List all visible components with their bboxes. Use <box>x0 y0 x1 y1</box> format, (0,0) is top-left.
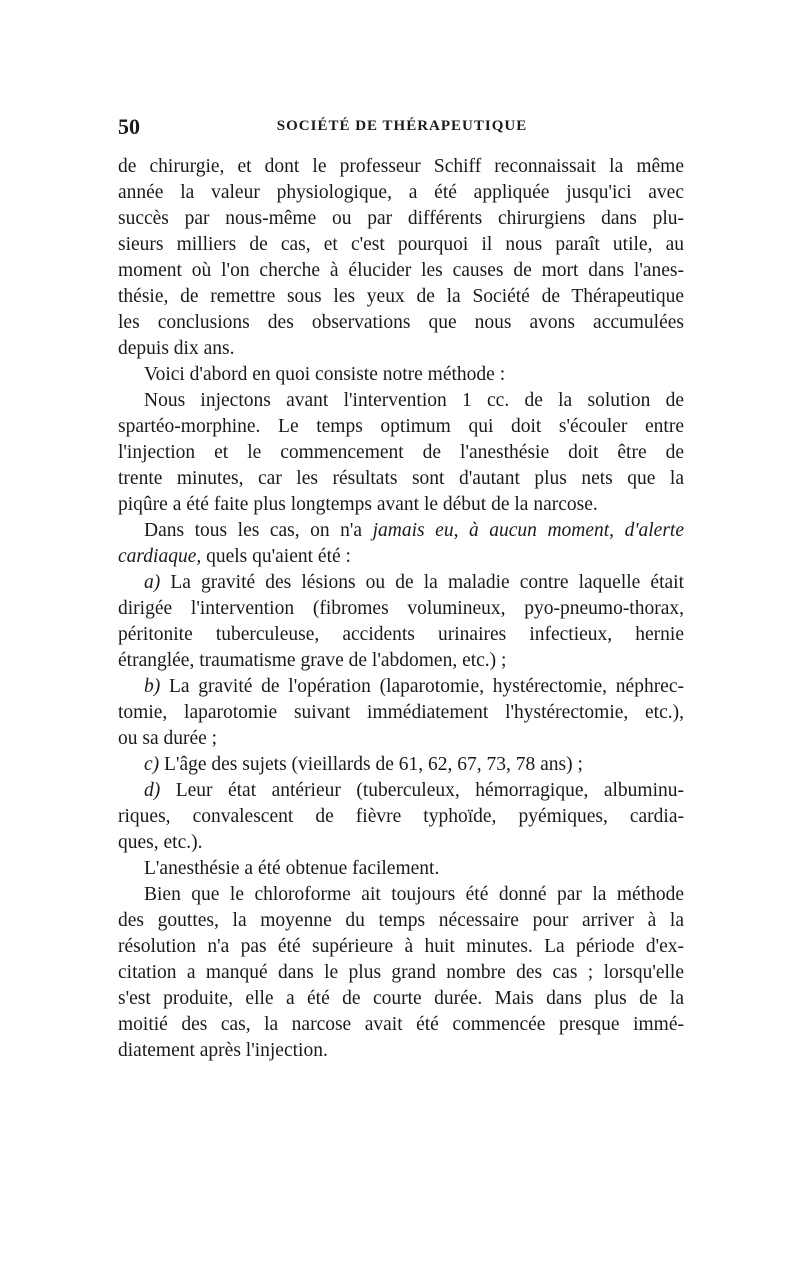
line-italic-text: jamais eu, à aucun moment, d'alerte <box>372 520 684 541</box>
text-line <box>118 1038 684 1064</box>
line-text: piqûre a été faite plus longtemps avant le début de la narcose. <box>118 494 598 515</box>
text-line <box>118 466 684 492</box>
line-text: Nous injectons avant l'intervention 1 cc. de la solution de <box>144 390 684 411</box>
text-line <box>118 310 684 336</box>
line-text: diatement après l'injection. <box>118 1040 328 1061</box>
line-text: tomie, laparotomie suivant immédiatement l'hystérectomie, etc.), <box>118 702 684 723</box>
line-text: de chirurgie, et dont le professeur Schiff reconnaissait la même <box>118 156 684 177</box>
text-line <box>118 362 684 388</box>
line-text: thésie, de remettre sous les yeux de la Société de Thérapeutique <box>118 286 684 307</box>
line-text: péritonite tuberculeuse, accidents urinaires infectieux, hernie <box>118 624 684 645</box>
line-text: sieurs milliers de cas, et c'est pourquoi il nous paraît utile, au <box>118 234 684 255</box>
text-line <box>118 1012 684 1038</box>
text-line <box>118 336 684 362</box>
text-line <box>118 934 684 960</box>
line-text: Bien que le chloroforme ait toujours été donné par la méthode <box>144 884 684 905</box>
line-text: les conclusions des observations que nous avons accumulées <box>118 312 684 333</box>
line-italic-text: c) <box>144 754 160 775</box>
text-line <box>118 388 684 414</box>
line-text: des gouttes, la moyenne du temps nécessaire pour arriver à la <box>118 910 684 931</box>
line-text-after: L'âge des sujets (vieillards de 61, 62, 67, 73, 78 ans) ; <box>159 754 583 775</box>
line-text: spartéo-morphine. Le temps optimum qui doit s'écouler entre <box>118 416 684 437</box>
text-line <box>118 778 684 804</box>
line-text: s'est produite, elle a été de courte durée. Mais dans plus de la <box>118 988 684 1009</box>
text-line <box>118 960 684 986</box>
text-line <box>118 440 684 466</box>
text-line <box>118 856 684 882</box>
text-line <box>118 206 684 232</box>
line-text-after: quels qu'aient été : <box>201 546 351 567</box>
text-line <box>118 232 684 258</box>
line-italic-text: cardiaque, <box>118 546 202 567</box>
text-line <box>118 752 684 778</box>
line-text-after: Leur état antérieur (tuberculeux, hémorragique, albuminu- <box>160 780 684 801</box>
line-text: trente minutes, car les résultats sont d'autant plus nets que la <box>118 468 684 489</box>
text-line <box>118 570 684 596</box>
line-text-after: La gravité des lésions ou de la maladie contre laquelle était <box>160 572 684 593</box>
line-text: depuis dix ans. <box>118 338 235 359</box>
page-header <box>118 114 686 142</box>
line-text: étranglée, traumatisme grave de l'abdomen, etc.) ; <box>118 650 507 671</box>
text-line <box>118 882 684 908</box>
line-text: moment où l'on cherche à élucider les causes de mort dans l'anes- <box>118 260 684 281</box>
line-text: l'injection et le commencement de l'anesthésie doit être de <box>118 442 684 463</box>
text-line <box>118 518 684 544</box>
text-line <box>118 154 684 180</box>
page-number: 50 <box>118 114 140 139</box>
text-line <box>118 622 684 648</box>
line-text: dirigée l'intervention (fibromes volumineux, pyo-pneumo-thorax, <box>118 598 684 619</box>
text-line <box>118 180 684 206</box>
text-line <box>118 284 684 310</box>
text-line <box>118 830 684 856</box>
line-text: L'anesthésie a été obtenue facilement. <box>144 858 440 879</box>
text-line <box>118 414 684 440</box>
text-line <box>118 908 684 934</box>
text-line <box>118 258 684 284</box>
line-text: année la valeur physiologique, a été appliquée jusqu'ici avec <box>118 182 684 203</box>
line-text: Dans tous les cas, on n'a <box>144 520 373 541</box>
running-title: SOCIÉTÉ DE THÉRAPEUTIQUE <box>276 118 528 134</box>
text-line <box>118 648 684 674</box>
line-italic-text: a) <box>144 572 161 593</box>
text-line <box>118 674 684 700</box>
line-text: succès par nous-même ou par différents chirurgiens dans plu- <box>118 208 684 229</box>
line-text: résolution n'a pas été supérieure à huit minutes. La période d'ex- <box>118 936 684 957</box>
line-italic-text: b) <box>144 676 161 697</box>
text-line <box>118 544 684 570</box>
line-text: riques, convalescent de fièvre typhoïde, pyémiques, cardia- <box>118 806 684 827</box>
line-text: citation a manqué dans le plus grand nombre des cas ; lorsqu'elle <box>118 962 684 983</box>
line-italic-text: d) <box>144 780 161 801</box>
line-text: moitié des cas, la narcose avait été commencée presque immé- <box>118 1014 684 1035</box>
line-text: ques, etc.). <box>118 832 203 853</box>
text-line <box>118 804 684 830</box>
text-line <box>118 700 684 726</box>
body-text <box>118 154 684 1064</box>
text-line <box>118 596 684 622</box>
line-text-after: La gravité de l'opération (laparotomie, hystérectomie, néphrec- <box>160 676 684 697</box>
line-text: ou sa durée ; <box>118 728 218 749</box>
text-line <box>118 986 684 1012</box>
text-line <box>118 492 684 518</box>
text-line <box>118 726 684 752</box>
line-text: Voici d'abord en quoi consiste notre méthode : <box>144 364 506 385</box>
